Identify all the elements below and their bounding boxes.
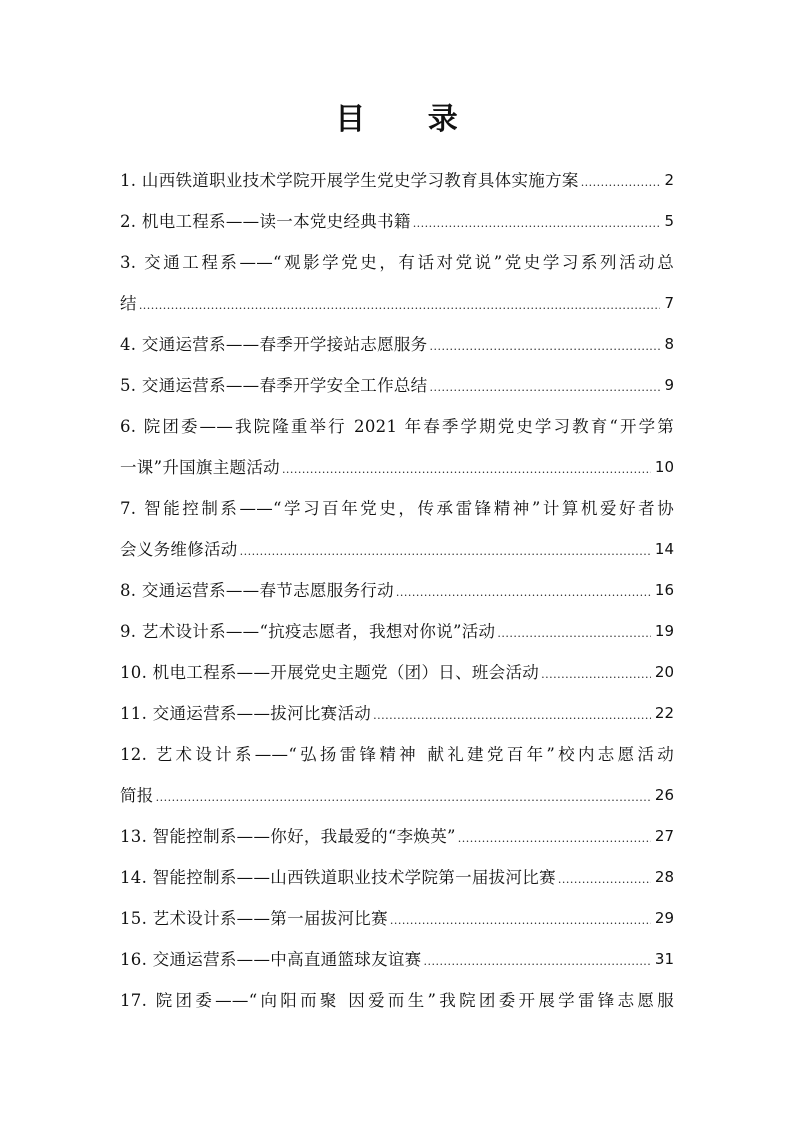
toc-page-number: 28 (654, 868, 674, 886)
dot-leader (541, 652, 651, 693)
toc-entry-title: 一课”升国旗主题活动 (120, 458, 280, 477)
toc-entry-title: 6. 院团委——我院隆重举行 2021 年春季学期党史学习教育“开学第 (120, 417, 674, 436)
toc-entry-line[interactable] (120, 652, 674, 693)
toc-entry-title: 10. 机电工程系——开展党史主题党（团）日、班会活动 (120, 663, 540, 682)
toc-page-number: 22 (654, 704, 674, 722)
dot-leader (390, 898, 651, 939)
toc-page-number: 8 (664, 335, 674, 353)
dot-leader (430, 365, 661, 406)
toc-entry-title: 12. 艺术设计系——“弘扬雷锋精神 献礼建党百年”校内志愿活动 (120, 745, 674, 764)
toc-entry-title: 1. 山西铁道职业技术学院开展学生党史学习教育具体实施方案 (120, 171, 579, 190)
toc-entry-line[interactable] (120, 160, 674, 201)
dot-leader (282, 447, 651, 488)
toc-page-number: 10 (654, 458, 674, 476)
toc-page-number: 29 (654, 909, 674, 927)
toc-entry-line[interactable] (120, 734, 674, 775)
toc-entry-line[interactable] (120, 816, 674, 857)
toc-entry-title: 简报 (120, 786, 154, 805)
toc-page-number: 26 (654, 786, 674, 804)
toc-page-number: 31 (654, 950, 674, 968)
dot-leader (413, 201, 661, 242)
toc-page-number: 5 (664, 212, 674, 230)
toc-entry-title: 17. 院团委——“向阳而聚 因爱而生”我院团委开展学雷锋志愿服 (120, 991, 674, 1010)
toc-entry-line[interactable] (120, 939, 674, 980)
toc-entry-line[interactable] (120, 365, 674, 406)
toc-entry-title: 11. 交通运营系——拔河比赛活动 (120, 704, 372, 723)
toc-entry-line[interactable] (120, 898, 674, 939)
dot-leader (424, 939, 651, 980)
toc-entry-title: 5. 交通运营系——春季开学安全工作总结 (120, 376, 428, 395)
dot-leader (430, 324, 661, 365)
toc-entry-line[interactable] (120, 775, 674, 816)
page-title: 目 录 (335, 102, 484, 137)
toc-entry-line[interactable] (120, 283, 674, 324)
toc-entry-line[interactable] (120, 980, 674, 1021)
toc-entry-title: 3. 交通工程系——“观影学党史，有话对党说”党史学习系列活动总 (120, 253, 674, 272)
toc-page-number: 14 (654, 540, 674, 558)
toc-entry-title: 2. 机电工程系——读一本党史经典书籍 (120, 212, 411, 231)
toc-page-number: 19 (654, 622, 674, 640)
toc-entry-line[interactable] (120, 201, 674, 242)
toc-entry-title: 7. 智能控制系——“学习百年党史，传承雷锋精神”计算机爱好者协 (120, 499, 674, 518)
toc-entry-title: 16. 交通运营系——中高直通篮球友谊赛 (120, 950, 422, 969)
toc-entry-line[interactable] (120, 242, 674, 283)
toc-entry-line[interactable] (120, 324, 674, 365)
toc-entry-title: 4. 交通运营系——春季开学接站志愿服务 (120, 335, 428, 354)
toc-entry-line[interactable] (120, 693, 674, 734)
toc-page-number: 20 (654, 663, 674, 681)
toc-page-number: 7 (664, 294, 674, 312)
toc-entry-line[interactable] (120, 857, 674, 898)
toc-page-number: 27 (654, 827, 674, 845)
dot-leader (581, 160, 661, 201)
toc-page-number: 2 (664, 171, 674, 189)
dot-leader (558, 857, 651, 898)
toc-page-number: 16 (654, 581, 674, 599)
toc-entry-line[interactable] (120, 529, 674, 570)
toc-entry-line[interactable] (120, 447, 674, 488)
dot-leader (156, 775, 651, 816)
toc-entry-line[interactable] (120, 488, 674, 529)
dot-leader (240, 529, 651, 570)
dot-leader (497, 611, 651, 652)
table-of-contents (120, 160, 674, 1021)
dot-leader (458, 816, 651, 857)
dot-leader (139, 283, 661, 324)
toc-entry-line[interactable] (120, 611, 674, 652)
toc-entry-title: 14. 智能控制系——山西铁道职业技术学院第一届拔河比赛 (120, 868, 556, 887)
toc-entry-title: 会义务维修活动 (120, 540, 238, 559)
dot-leader (396, 570, 651, 611)
toc-entry-title: 9. 艺术设计系——“抗疫志愿者，我想对你说”活动 (120, 622, 496, 641)
toc-entry-line[interactable] (120, 406, 674, 447)
toc-entry-title: 结 (120, 294, 137, 313)
toc-entry-title: 8. 交通运营系——春节志愿服务行动 (120, 581, 394, 600)
toc-entry-line[interactable] (120, 570, 674, 611)
toc-entry-title: 15. 艺术设计系——第一届拔河比赛 (120, 909, 388, 928)
toc-entry-title: 13. 智能控制系——你好，我最爱的“李焕英” (120, 827, 456, 846)
toc-page-number: 9 (664, 376, 674, 394)
dot-leader (373, 693, 651, 734)
